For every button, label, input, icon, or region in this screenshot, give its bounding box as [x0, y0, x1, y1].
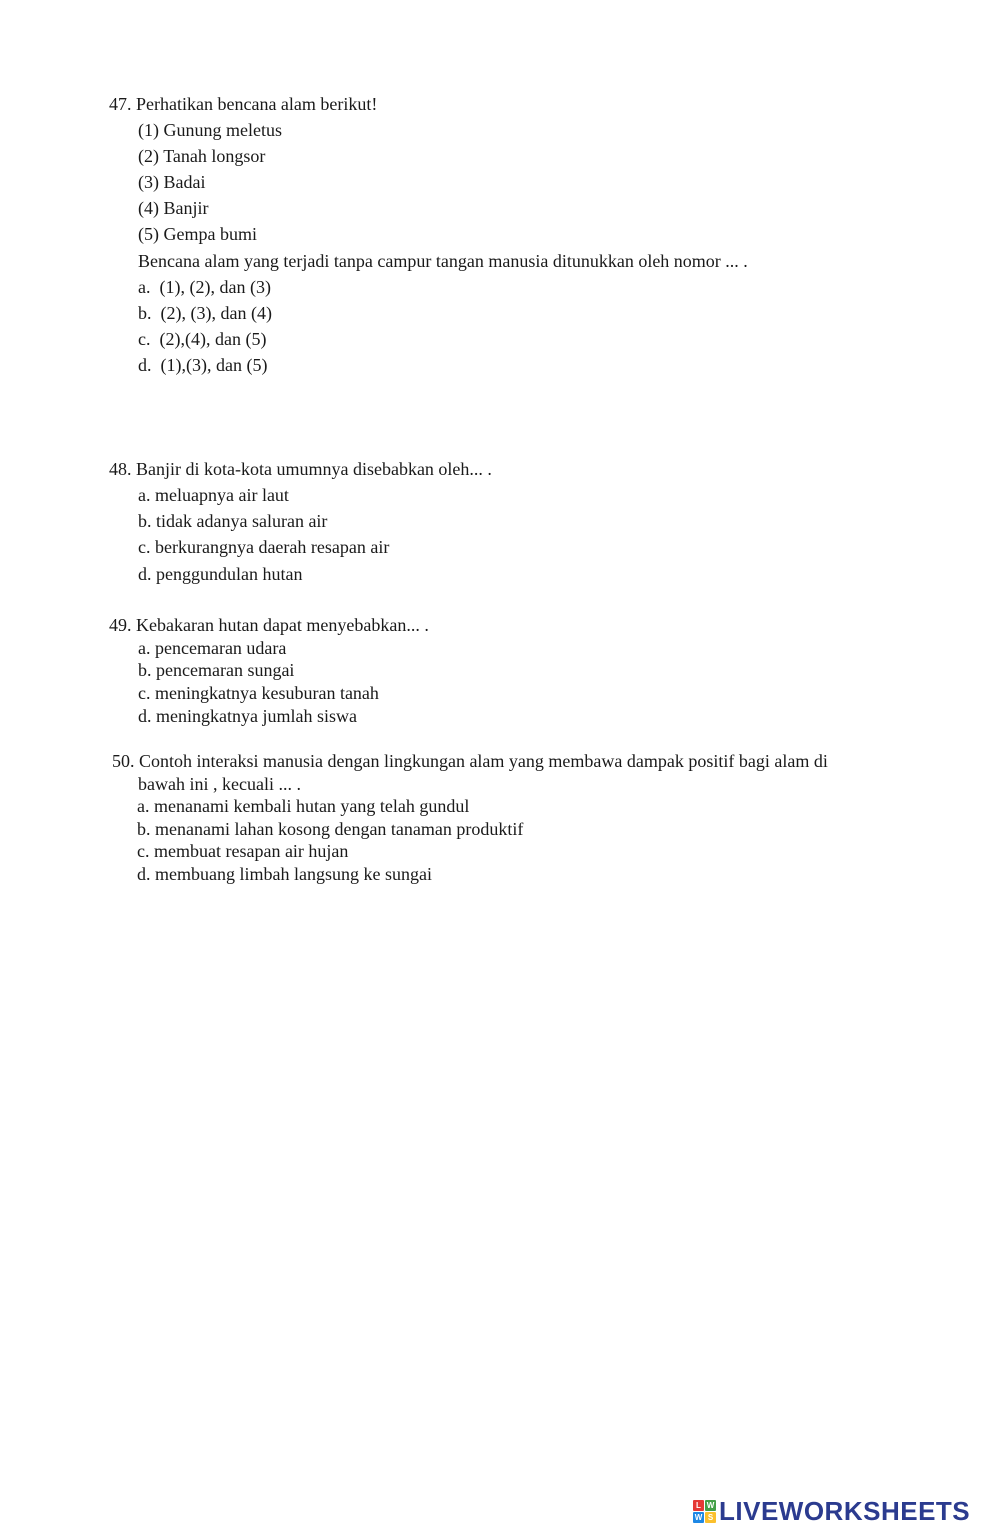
question-prompt: Bencana alam yang terjadi tanpa campur tangan manusia ditunukkan oleh nomor ... . — [138, 251, 748, 271]
logo-tile: W — [694, 1512, 703, 1522]
answer-option: a. pencemaran udara — [138, 638, 287, 658]
answer-option: b. pencemaran sungai — [138, 660, 295, 680]
answer-option: b. tidak adanya saluran air — [138, 511, 328, 531]
answer-option: c. berkurangnya daerah resapan air — [138, 537, 390, 557]
answer-option: d. meningkatnya jumlah siswa — [138, 706, 357, 726]
liveworksheets-logo — [693, 1496, 970, 1526]
question-number: 48. — [109, 459, 132, 479]
logo-tile: W — [706, 1500, 715, 1510]
answer-option: c. (2),(4), dan (5) — [138, 329, 267, 349]
answer-option: d. (1),(3), dan (5) — [138, 355, 268, 375]
list-item: (4) Banjir — [138, 198, 209, 218]
answer-option: a. (1), (2), dan (3) — [138, 277, 271, 297]
question-text: Perhatikan bencana alam berikut! — [136, 94, 378, 114]
logo-tile: L — [693, 1500, 704, 1511]
logo-tile: S — [705, 1512, 716, 1523]
answer-option: a. menanami kembali hutan yang telah gundul — [137, 796, 470, 816]
answer-option: d. membuang limbah langsung ke sungai — [137, 864, 432, 884]
answer-option: d. penggundulan hutan — [138, 564, 303, 584]
question-text: Contoh interaksi manusia dengan lingkungan alam yang membawa dampak positif bagi alam di — [139, 751, 828, 771]
question-48 — [109, 458, 492, 480]
answer-option: c. membuat resapan air hujan — [137, 841, 349, 861]
answer-option: b. menanami lahan kosong dengan tanaman produktif — [137, 819, 524, 839]
list-item: (1) Gunung meletus — [138, 120, 282, 140]
list-item: (2) Tanah longsor — [138, 146, 266, 166]
question-text-continued: bawah ini , kecuali ... . — [138, 774, 301, 794]
question-number: 47. — [109, 94, 132, 114]
question-47 — [109, 93, 377, 115]
question-number: 49. — [109, 615, 132, 635]
answer-option: a. meluapnya air laut — [138, 485, 289, 505]
answer-option: b. (2), (3), dan (4) — [138, 303, 272, 323]
list-item: (3) Badai — [138, 172, 206, 192]
logo-icon — [693, 1500, 716, 1523]
answer-option: c. meningkatnya kesuburan tanah — [138, 683, 379, 703]
question-50 — [112, 750, 828, 772]
question-number: 50. — [112, 751, 135, 771]
question-text: Kebakaran hutan dapat menyebabkan... . — [136, 615, 429, 635]
list-item: (5) Gempa bumi — [138, 224, 257, 244]
question-text: Banjir di kota-kota umumnya disebabkan oleh... . — [136, 459, 492, 479]
question-49 — [109, 614, 429, 636]
logo-text: LIVEWORKSHEETS — [719, 1495, 971, 1526]
